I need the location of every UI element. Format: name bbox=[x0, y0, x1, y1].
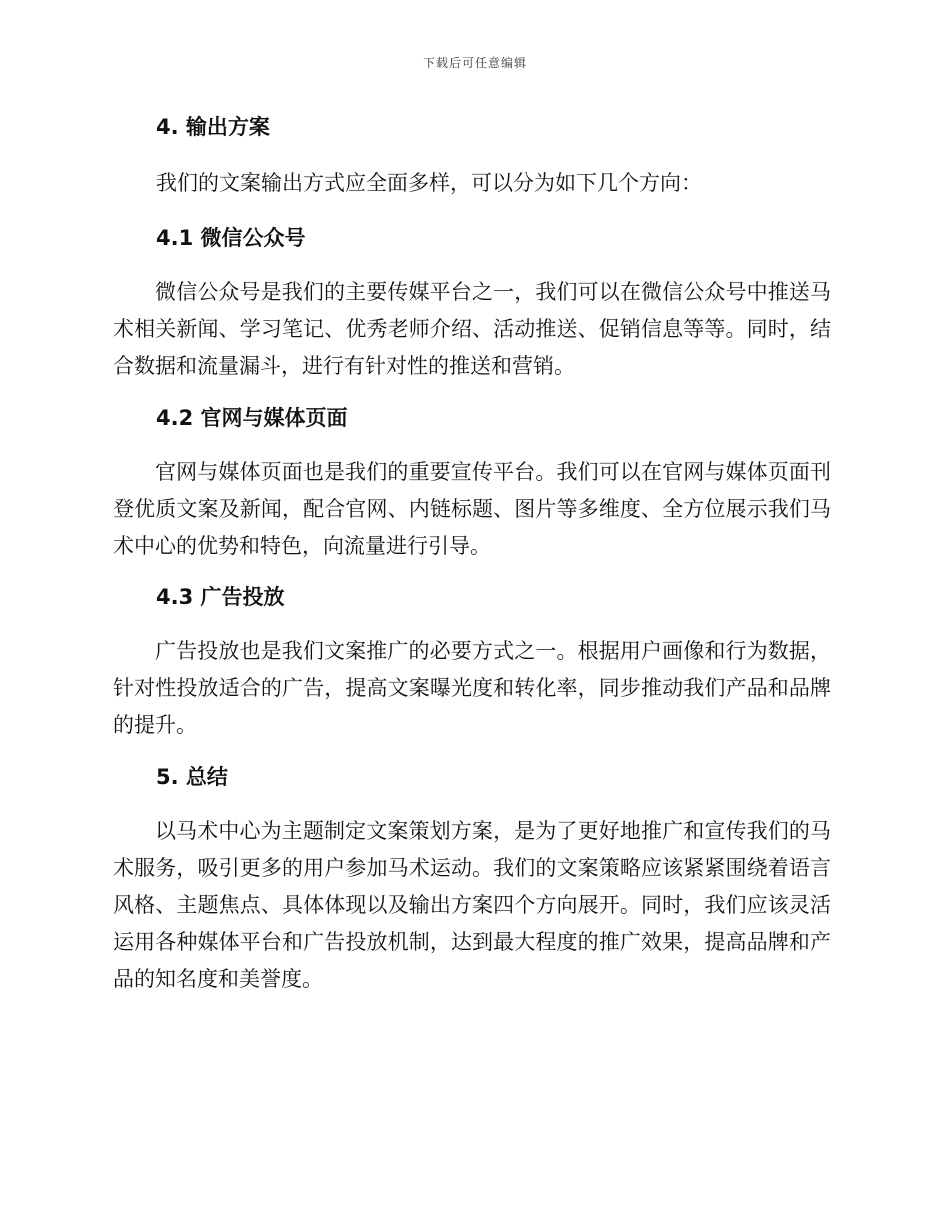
section-4-2-heading: 4.2 官网与媒体页面 bbox=[156, 406, 348, 430]
section-4-3-heading: 4.3 广告投放 bbox=[156, 585, 285, 609]
section-4-intro: 我们的文案输出方式应全面多样，可以分为如下几个方向： bbox=[156, 171, 702, 195]
header-note: 下载后可任意编辑 bbox=[422, 56, 527, 70]
section-5-heading: 5. 总结 bbox=[156, 765, 228, 789]
section-4-heading: 4. 输出方案 bbox=[156, 115, 270, 139]
document-body bbox=[113, 108, 831, 998]
section-5-paragraph: 以马术中心为主题制定文案策划方案，是为了更好地推广和宣传我们的马术服务，吸引更多的用户参加马术运动。我们的文案策略应该紧紧围绕着语言风格、主题焦点、具体体现以及输出方案四个方向展开。同时，我们应该灵活运用各种媒体平台和广告投放机制，达到最大程度的推广效果，提高品牌和产品的知名度和美誉度。 bbox=[113, 819, 831, 991]
section-4-1-heading: 4.1 微信公众号 bbox=[156, 226, 306, 250]
section-4-2-paragraph: 官网与媒体页面也是我们的重要宣传平台。我们可以在官网与媒体页面刊登优质文案及新闻，配合官网、内链标题、图片等多维度、全方位展示我们马术中心的优势和特色，向流量进行引导。 bbox=[113, 460, 831, 558]
section-4-3-paragraph: 广告投放也是我们文案推广的必要方式之一。根据用户画像和行为数据，针对性投放适合的广告，提高文案曝光度和转化率，同步推动我们产品和品牌的提升。 bbox=[113, 639, 831, 737]
section-4-1-paragraph: 微信公众号是我们的主要传媒平台之一，我们可以在微信公众号中推送马术相关新闻、学习笔记、优秀老师介绍、活动推送、促销信息等等。同时，结合数据和流量漏斗，进行有针对性的推送和营销。 bbox=[113, 280, 831, 378]
